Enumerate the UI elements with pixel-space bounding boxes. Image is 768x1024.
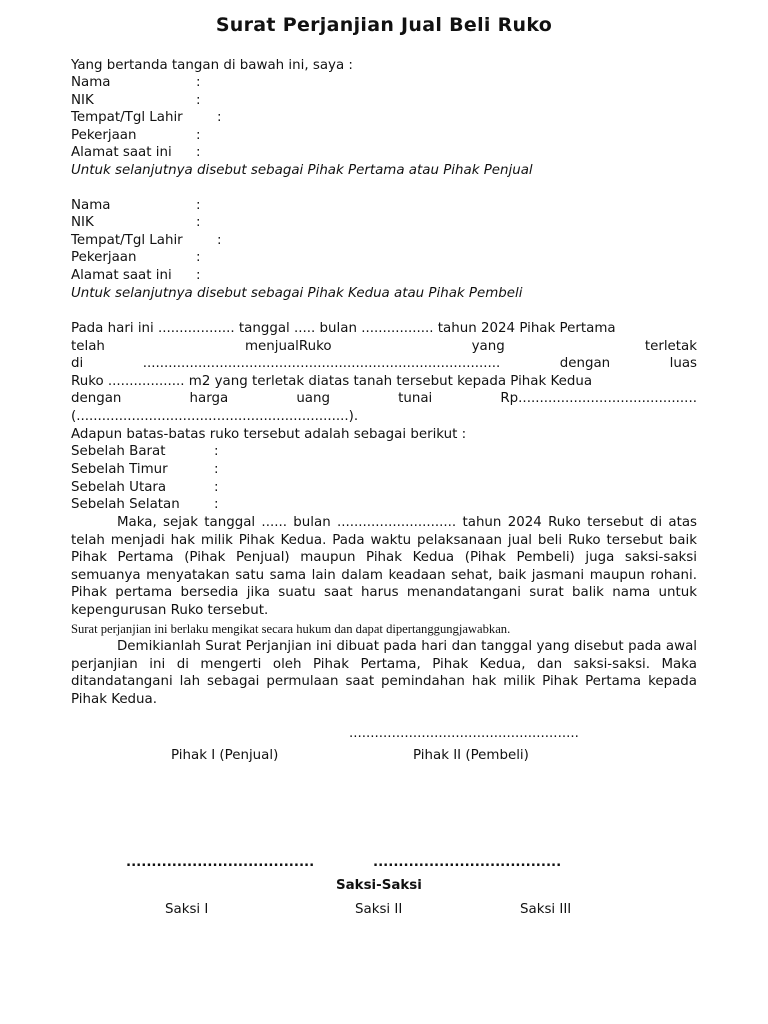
para2: Maka, sejak tanggal ...... bulan ............................ tahun 2024 Ruko tersebut di atas telah menjadi hak milik Pihak Kedua. Pada waktu pelaksanaan jual beli Ruko tersebut baik Pihak Pertama (Pihak Penjual) maupun Pihak Kedua (Pihak Pembeli) juga saksi-saksi semuanya menyatakan satu sama lain dalam keadaan sehat, baik jasmani maupun rohani. Pihak pertama bersedia jika suatu saat harus menandatangani surat balik nama untuk kepengurusan Ruko tersebut.	[71, 515, 697, 618]
para1-line5: dengan harga uang tunai Rp..........................................	[71, 391, 697, 406]
party2-field-alamat: Alamat saat ini :	[71, 268, 201, 283]
party1-field-alamat: Alamat saat ini :	[71, 145, 201, 160]
para1-line4: Ruko .................. m2 yang terletak diatas tanah tersebut kepada Pihak Kedua	[71, 374, 593, 389]
document-title: Surat Perjanjian Jual Beli Ruko	[215, 14, 553, 36]
boundary-timur: Sebelah Timur :	[71, 462, 219, 477]
party2-field-nik: NIK :	[71, 215, 201, 230]
intro-text: Yang bertanda tangan di bawah ini, saya :	[71, 58, 353, 73]
party1-note: Untuk selanjutnya disebut sebagai Pihak Pertama atau Pihak Penjual	[71, 163, 533, 178]
boundary-selatan: Sebelah Selatan :	[71, 497, 219, 512]
party1-signature-line: .....................................	[126, 855, 315, 870]
witness-3-label: Saksi III	[520, 902, 572, 917]
party1-field-nama: Nama :	[71, 75, 201, 90]
para3: Demikianlah Surat Perjanjian ini dibuat pada hari dan tanggal yang disebut pada awal perjanjian ini di mengerti oleh Pihak Pertama, Pihak Kedua, dan saksi-saksi. Maka ditandatangani lah sebagai permulaan saat pemindahan hak milik Pihak Pertama kepada Pihak Kedua.	[71, 639, 697, 707]
witness-1-label: Saksi I	[165, 902, 209, 917]
para1-line3: di .................................................................................... dengan luas	[71, 356, 697, 371]
boundary-barat: Sebelah Barat :	[71, 444, 219, 459]
para1-line2: telah menjualRuko yang terletak	[71, 339, 697, 354]
party2-field-ttl: Tempat/Tgl Lahir :	[71, 233, 222, 248]
party2-field-pekerjaan: Pekerjaan :	[71, 250, 201, 265]
boundary-utara: Sebelah Utara :	[71, 480, 219, 495]
party1-field-nik: NIK :	[71, 93, 201, 108]
party1-signature-label: Pihak I (Penjual)	[171, 748, 279, 763]
boundaries-intro: Adapun batas-batas ruko tersebut adalah sebagai berikut :	[71, 427, 467, 442]
witness-2-label: Saksi II	[355, 902, 403, 917]
party1-field-ttl: Tempat/Tgl Lahir :	[71, 110, 222, 125]
para1-line1: Pada hari ini .................. tanggal ..... bulan ................. tahun 2024 Pihak Pertama	[71, 321, 616, 336]
signature-date-line: ......................................................	[349, 726, 579, 741]
party2-field-nama: Nama :	[71, 198, 201, 213]
para1-line6: (................................................................).	[71, 409, 359, 424]
party2-note: Untuk selanjutnya disebut sebagai Pihak Kedua atau Pihak Pembeli	[71, 286, 523, 301]
legal-note: Surat perjanjian ini berlaku mengikat secara hukum dan dapat dipertanggungjawabkan.	[71, 622, 511, 636]
party1-field-pekerjaan: Pekerjaan :	[71, 128, 201, 143]
witness-heading: Saksi-Saksi	[336, 878, 422, 893]
party2-signature-line: .....................................	[373, 855, 562, 870]
party2-signature-label: Pihak II (Pembeli)	[413, 748, 529, 763]
